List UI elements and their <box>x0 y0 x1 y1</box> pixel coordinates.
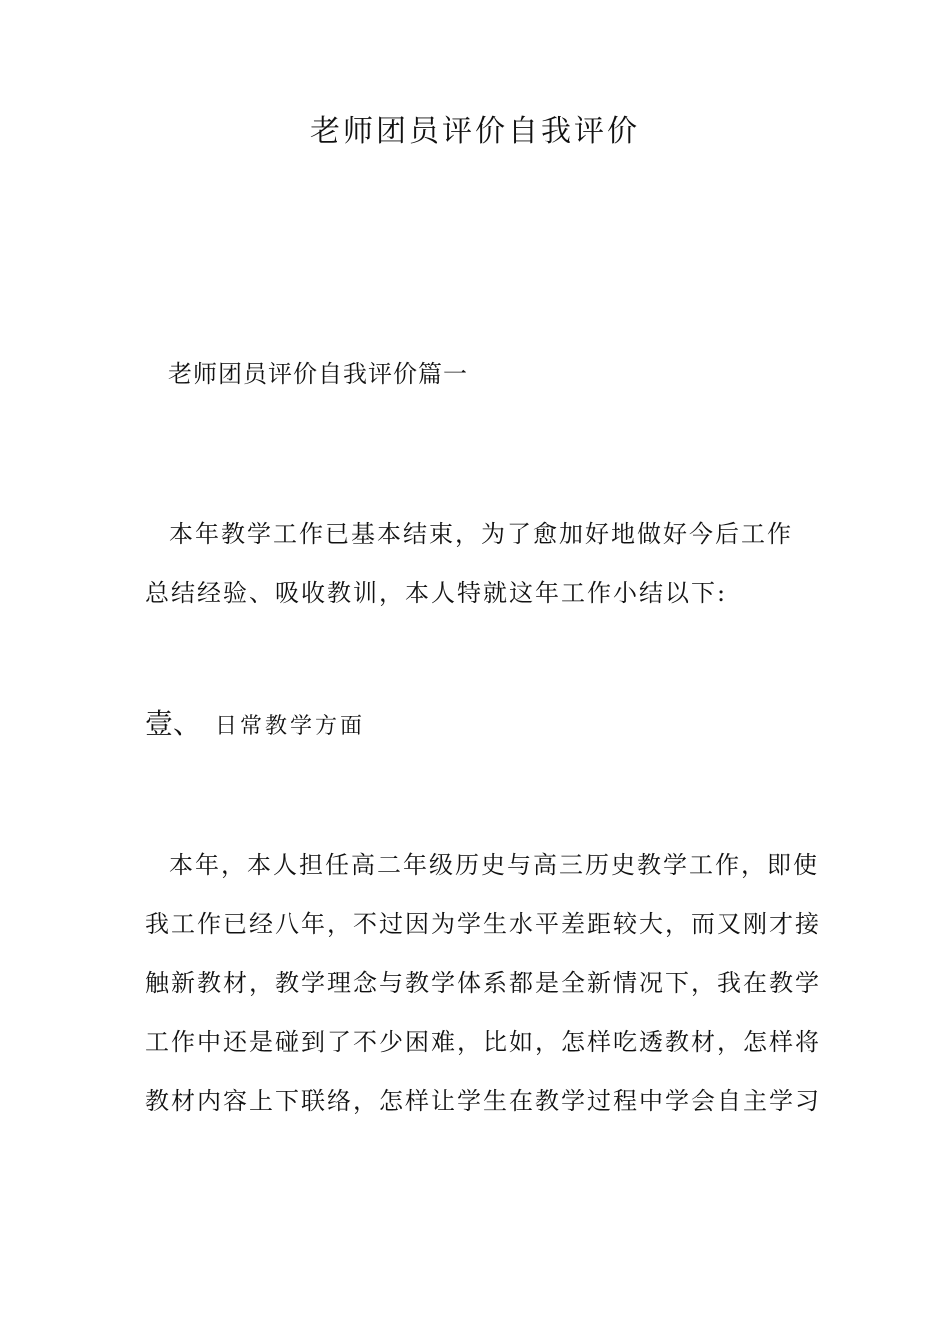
paragraph-line: 工作中还是碰到了不少困难，比如，怎样吃透教材，怎样将 <box>145 1028 821 1056</box>
paragraph-line: 触新教材，教学理念与教学体系都是全新情况下，我在教学 <box>145 969 821 997</box>
section-number: 壹、 <box>145 707 202 740</box>
section-label: 日常教学方面 <box>215 714 366 739</box>
paragraph-line: 本年，本人担任高二年级历史与高三历史教学工作，即使 <box>169 851 819 879</box>
paragraph-line: 我工作已经八年，不过因为学生水平差距较大，而又刚才接 <box>145 910 821 938</box>
document-subtitle: 老师团员评价自我评价篇一 <box>168 360 468 388</box>
section-heading <box>145 704 365 748</box>
intro-paragraph <box>145 505 810 623</box>
document-title: 老师团员评价自我评价 <box>310 114 640 149</box>
paragraph-line: 教材内容上下联络，怎样让学生在教学过程中学会自主学习 <box>145 1087 821 1115</box>
body-paragraph <box>145 836 821 1131</box>
paragraph-line: 总结经验、吸收教训，本人特就这年工作小结以下: <box>145 579 728 607</box>
paragraph-line: 本年教学工作已基本结束，为了愈加好地做好今后工作 <box>169 520 793 548</box>
